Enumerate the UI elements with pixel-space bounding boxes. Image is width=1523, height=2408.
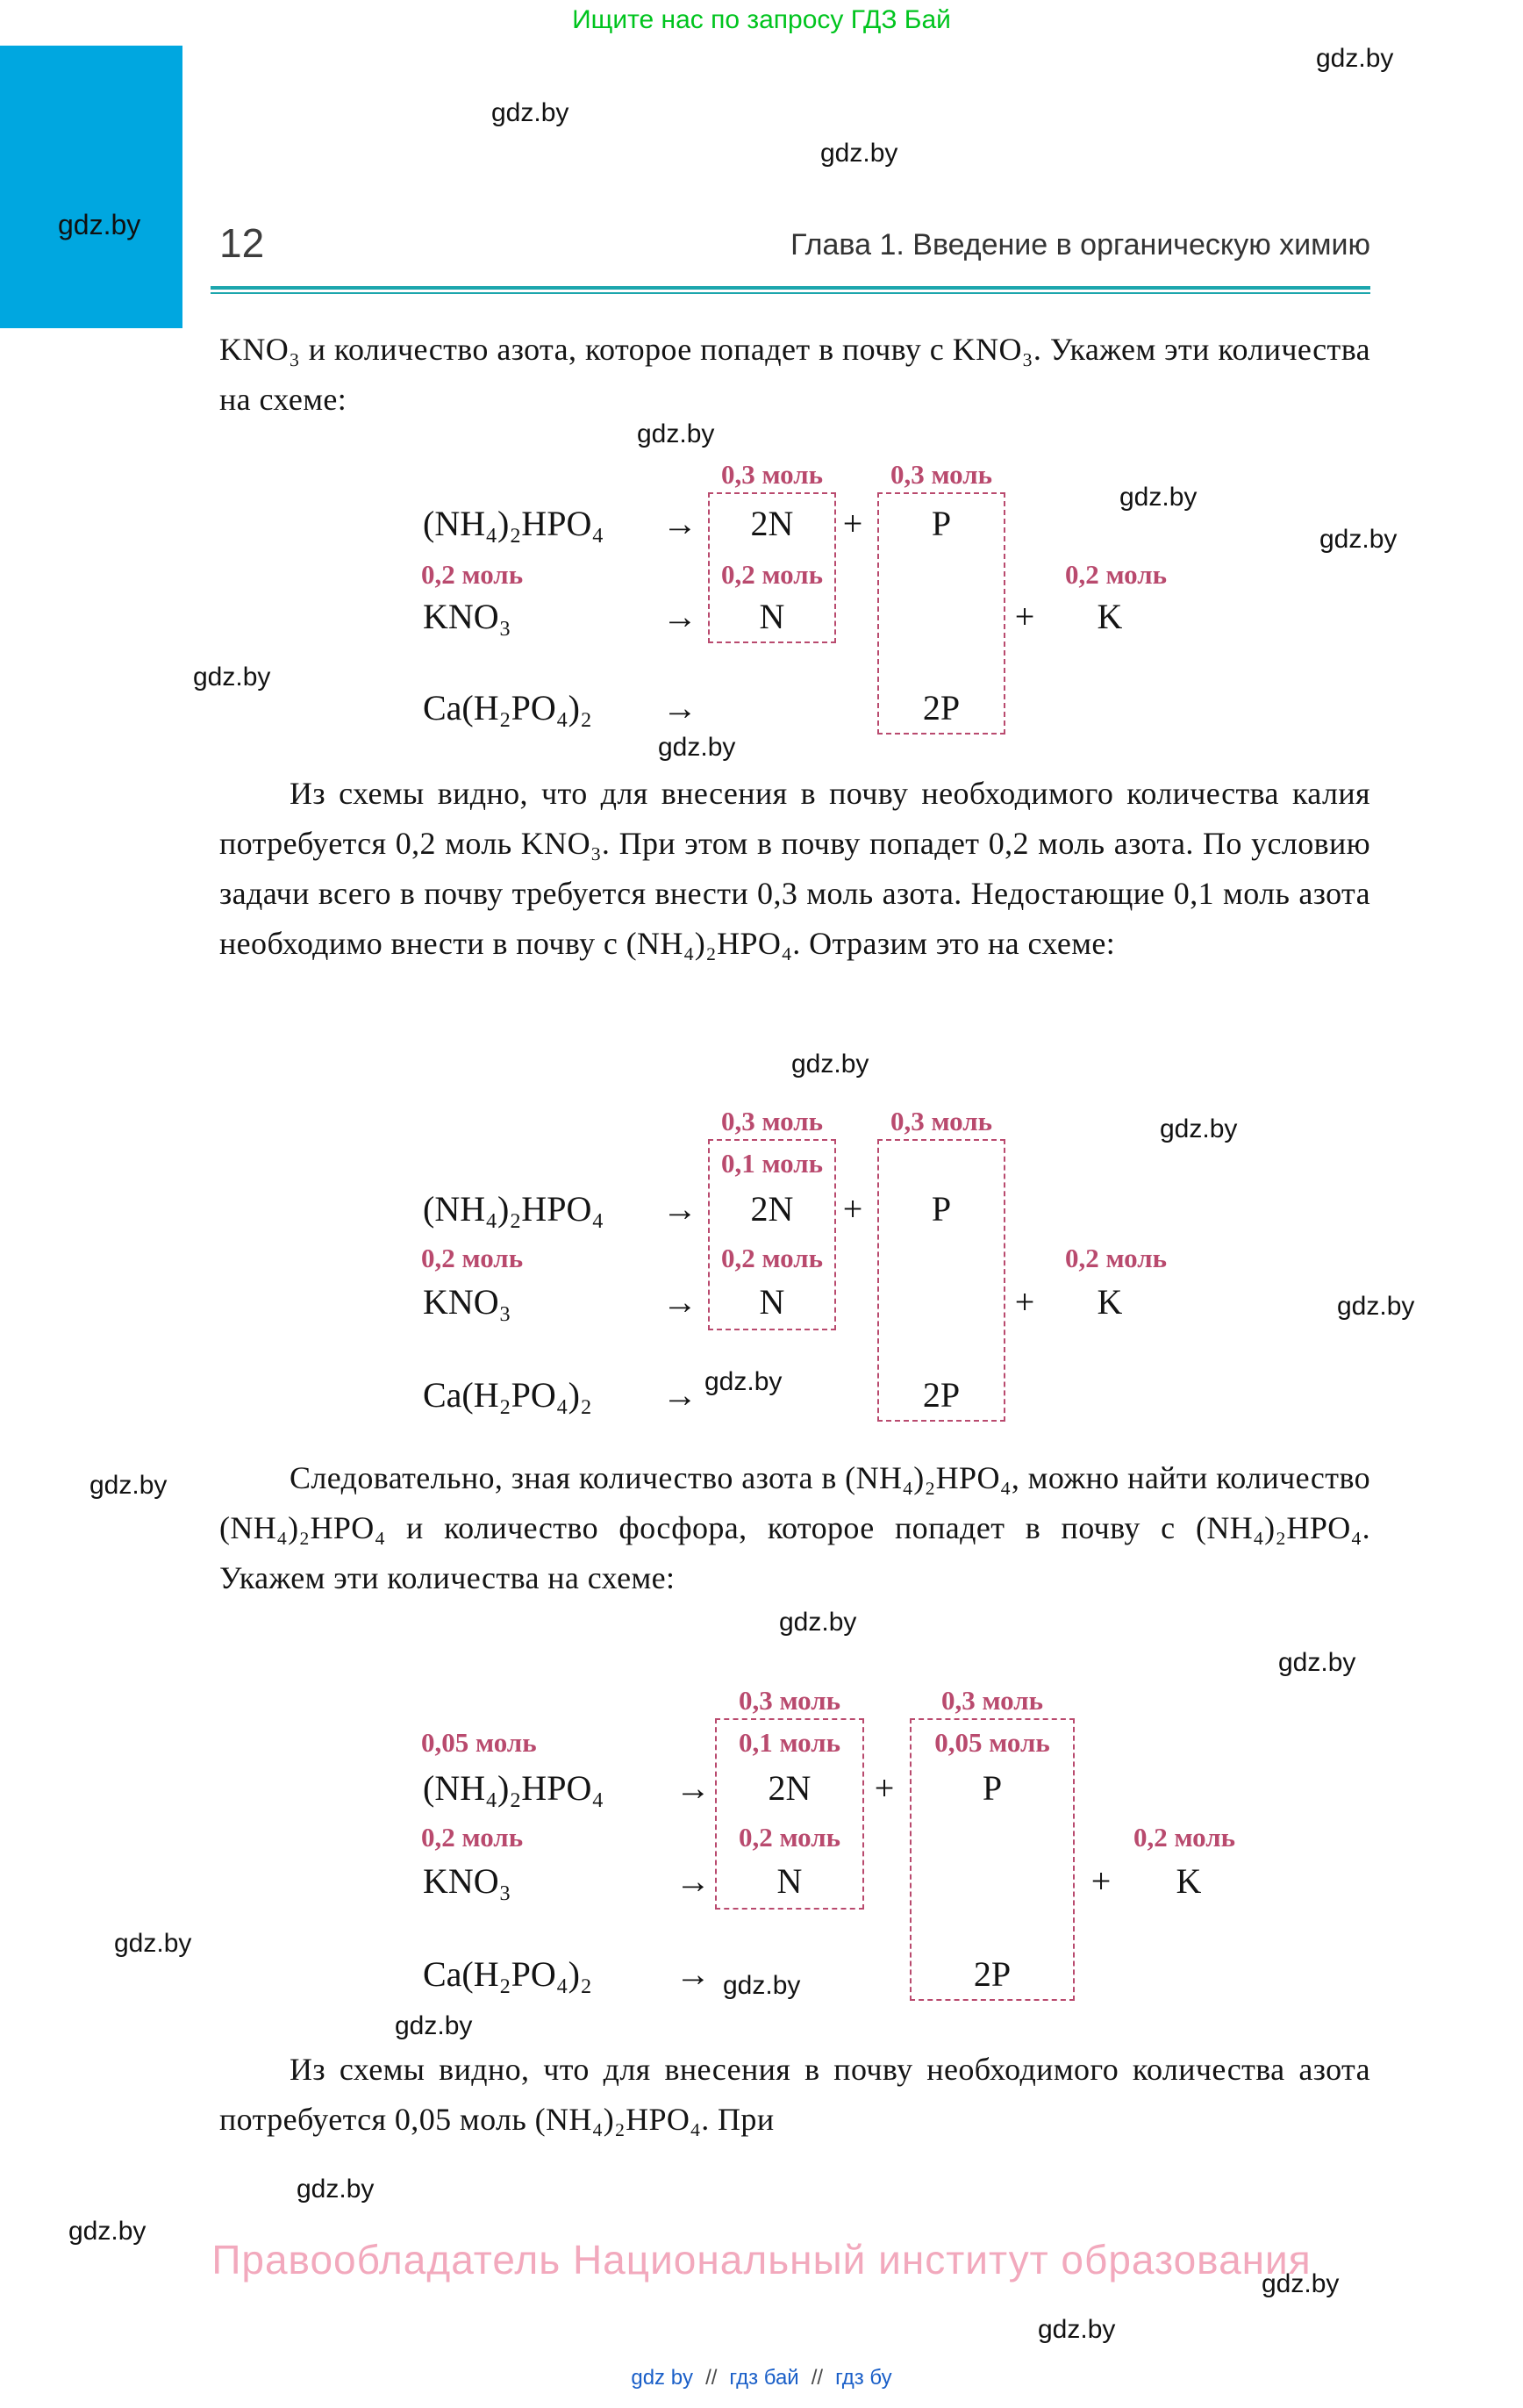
footer-link-gdz-bu[interactable]: гдз бу — [835, 2366, 892, 2390]
mol-label-top-n: 0,3 моль — [720, 459, 824, 490]
gdz-watermark: gdz.by — [1337, 1292, 1415, 1321]
gdz-watermark: gdz.by — [779, 1608, 857, 1637]
mol-label-kno3: 0,2 моль — [421, 1243, 524, 1273]
copyright-footer: Правообладатель Национальный институт образования — [211, 2237, 1312, 2283]
gdz-watermark: gdz.by — [193, 663, 271, 692]
gdz-watermark: gdz.by — [1119, 483, 1198, 512]
scheme-3 — [219, 1678, 1448, 2029]
arrow-icon: → — [662, 504, 697, 543]
element-n: N — [759, 1282, 785, 1322]
plus-sign: + — [1014, 1282, 1035, 1322]
formula-ammophos: (NH₄)₂HPO₄ — [423, 504, 604, 543]
formula-ammophos: (NH₄)₂HPO₄ — [423, 1189, 604, 1229]
gdz-watermark: gdz.by — [1038, 2315, 1116, 2344]
gdz-watermark: gdz.by — [68, 2217, 147, 2246]
formula-kno3: KNO₃ — [423, 1282, 511, 1322]
paragraph-3: Следовательно, зная количество азота в (NH₄)₂HPO₄, можно найти количество (NH₄)₂HPO₄ и количество фосфора, которое попадет в почву с (NH₄)₂HPO₄. Укажем эти количества на схеме: — [219, 1460, 1370, 1595]
mol-label-top-p: 0,3 моль — [890, 1106, 993, 1136]
mol-label-ammophos: 0,05 моль — [421, 1727, 537, 1758]
gdz-watermark: gdz.by — [491, 98, 569, 127]
formula-superphosphate: Ca(H₂PO₄)₂ — [423, 1375, 592, 1415]
mol-label-top-n: 0,3 моль — [720, 1106, 824, 1136]
gdz-watermark: gdz.by — [114, 1929, 192, 1958]
element-2n: 2N — [768, 1768, 812, 1808]
arrow-icon: → — [662, 597, 697, 636]
element-2n: 2N — [750, 1189, 794, 1229]
arrow-icon: → — [676, 1861, 711, 1901]
plus-sign: + — [842, 504, 863, 543]
gdz-watermark: gdz.by — [637, 419, 715, 448]
arrow-icon: → — [662, 1375, 697, 1415]
plus-sign: + — [1014, 597, 1035, 636]
formula-superphosphate: Ca(H₂PO₄)₂ — [423, 1954, 592, 1994]
gdz-watermark: gdz.by — [1262, 2269, 1340, 2298]
scheme-1 — [219, 452, 1448, 746]
top-banner: Ищите нас по запросу ГДЗ Бай — [572, 5, 951, 34]
formula-kno3: KNO₃ — [423, 1861, 511, 1901]
formula-ammophos: (NH₄)₂HPO₄ — [423, 1768, 604, 1808]
gdz-watermark: gdz.by — [658, 733, 736, 762]
gdz-watermark: gdz.by — [1316, 44, 1394, 73]
gdz-watermark: gdz.by — [1160, 1114, 1238, 1143]
mol-label-k: 0,2 моль — [1064, 559, 1168, 590]
mol-label-n: 0,2 моль — [720, 559, 824, 590]
formula-kno3: KNO₃ — [423, 597, 511, 636]
mol-label-top-p: 0,3 моль — [890, 459, 993, 490]
footer-links — [0, 2366, 1523, 2390]
chapter-title: Глава 1. Введение в органическую химию — [790, 228, 1370, 262]
link-separator: // — [811, 2366, 824, 2390]
element-2p: 2P — [973, 1954, 1012, 1994]
element-k: K — [1097, 597, 1123, 636]
brand-block — [0, 46, 182, 328]
mol-label-k: 0,2 моль — [1064, 1243, 1168, 1273]
element-2n: 2N — [750, 504, 794, 543]
scheme-2 — [219, 1099, 1448, 1450]
arrow-icon: → — [676, 1954, 711, 1994]
gdz-watermark: gdz.by — [723, 1971, 801, 2000]
gdz-watermark: gdz.by — [1319, 525, 1398, 554]
element-k: K — [1097, 1282, 1123, 1322]
paragraph-4: Из схемы видно, что для внесения в почву необходимого количества азота потребуется 0,05 моль (NH₄)₂HPO₄. При — [219, 2052, 1370, 2137]
gdz-watermark: gdz.by — [89, 1471, 168, 1500]
element-n: N — [776, 1861, 803, 1901]
plus-sign: + — [874, 1768, 895, 1808]
arrow-icon: → — [662, 688, 697, 727]
element-2p: 2P — [922, 1375, 961, 1415]
plus-sign: + — [1090, 1861, 1112, 1901]
paragraph-1: KNO₃ и количество азота, которое попадет в почву с KNO₃. Укажем эти количества на схеме: — [219, 332, 1370, 417]
plus-sign: + — [842, 1189, 863, 1229]
footer-link-gdz-by[interactable]: gdz by — [631, 2366, 694, 2390]
mol-label-k: 0,2 моль — [1133, 1822, 1236, 1853]
element-p: P — [931, 1189, 952, 1229]
arrow-icon: → — [662, 1282, 697, 1322]
gdz-watermark: gdz.by — [297, 2175, 375, 2204]
mol-label-top-p: 0,3 моль — [940, 1685, 1044, 1716]
header-rule — [211, 286, 1370, 294]
element-p: P — [982, 1768, 1003, 1808]
mol-label-inner-n: 0,1 моль — [738, 1727, 841, 1758]
gdz-watermark: gdz.by — [820, 139, 898, 168]
mol-label-n: 0,2 моль — [720, 1243, 824, 1273]
mol-label-top-n: 0,3 моль — [738, 1685, 841, 1716]
footer-link-gdz-bai[interactable]: гдз бай — [729, 2366, 799, 2390]
mol-label-inner-n: 0,1 моль — [720, 1148, 824, 1179]
mol-label-n: 0,2 моль — [738, 1822, 841, 1853]
mol-label-kno3: 0,2 моль — [421, 559, 524, 590]
arrow-icon: → — [662, 1189, 697, 1229]
gdz-watermark: gdz.by — [704, 1367, 783, 1396]
gdz-watermark: gdz.by — [791, 1050, 869, 1079]
gdz-watermark: gdz.by — [1278, 1648, 1356, 1677]
element-2p: 2P — [922, 688, 961, 727]
paragraph-2: Из схемы видно, что для внесения в почву необходимого количества калия потребуется 0,2 моль KNO₃. При этом в почву попадет 0,2 моль азота. По условию задачи всего в почву требуется внести 0,3 моль азота. Недостающие 0,1 моль азота необходимо внести в почву с (NH₄)₂HPO₄. Отразим это на схеме: — [219, 776, 1370, 961]
page-header — [219, 219, 1370, 267]
gdz-watermark: gdz.by — [395, 2011, 473, 2040]
arrow-icon: → — [676, 1768, 711, 1808]
page-number: 12 — [219, 220, 265, 266]
mol-label-inner-p: 0,05 моль — [934, 1727, 1050, 1758]
brand-label: gdz.by — [58, 209, 141, 240]
formula-superphosphate: Ca(H₂PO₄)₂ — [423, 688, 592, 727]
element-p: P — [931, 504, 952, 543]
element-n: N — [759, 597, 785, 636]
link-separator: // — [705, 2366, 718, 2390]
element-k: K — [1176, 1861, 1202, 1901]
mol-label-kno3: 0,2 моль — [421, 1822, 524, 1853]
